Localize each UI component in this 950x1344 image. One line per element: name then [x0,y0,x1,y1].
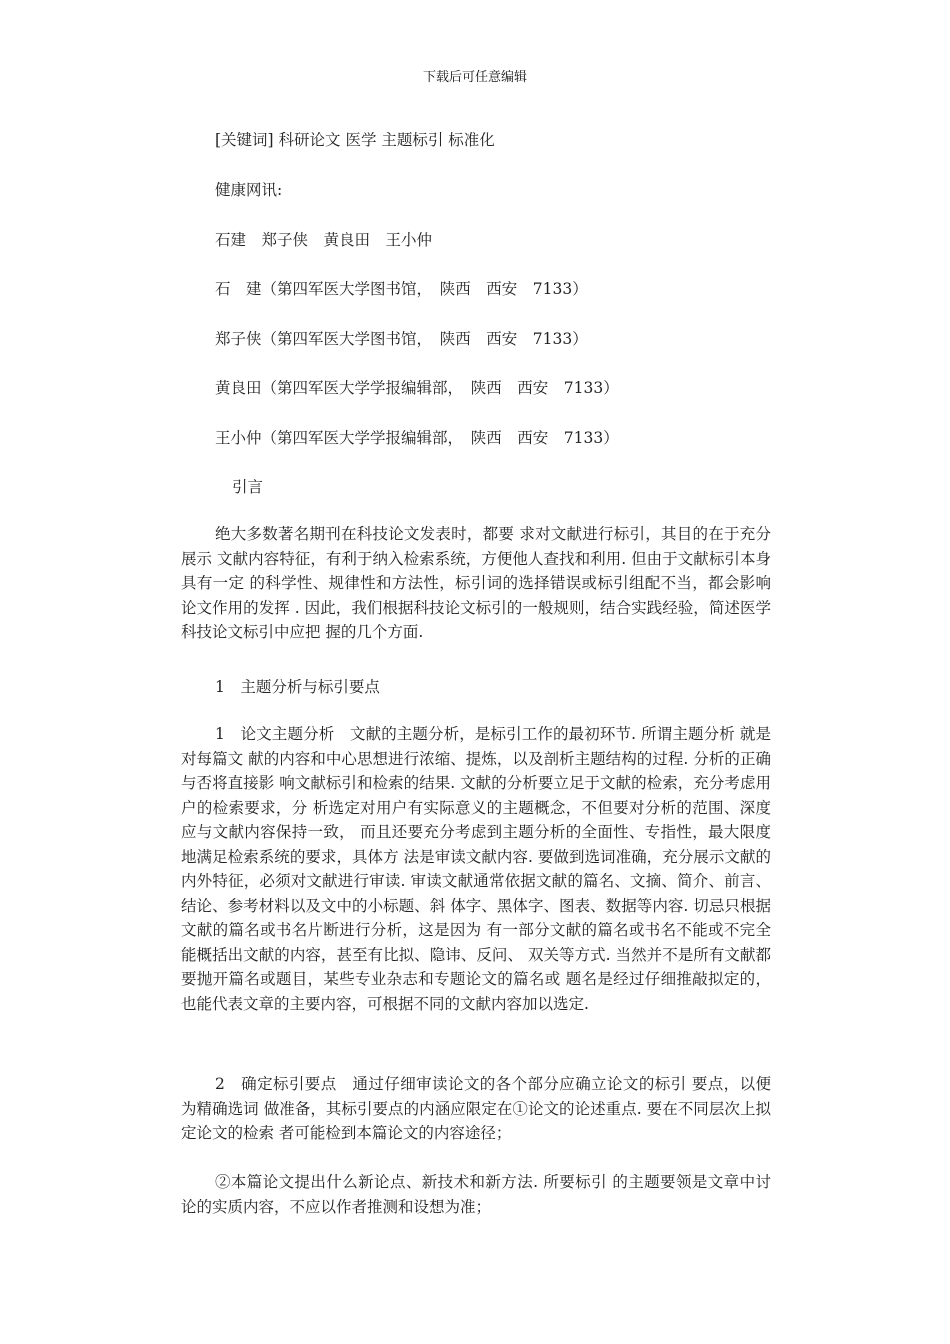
body-paragraph [181,722,771,1016]
affiliation-line: 石 建（第四军医大学图书馆， 陕西 西安 7133） [215,280,588,298]
affiliation-line: 郑子侠（第四军医大学图书馆， 陕西 西安 7133） [215,330,588,348]
affiliation-line: 黄良田（第四军医大学学报编辑部， 陕西 西安 7133） [215,379,619,397]
body-paragraph [181,1072,771,1146]
keywords-line: [关键词] 科研论文 医学 主题标引 标准化 [215,131,495,149]
source-line: 健康网讯: [215,181,283,199]
page-header-note: 下载后可任意编辑 [422,70,527,85]
intro-paragraph-text: 绝大多数著名期刊在科技论文发表时，都要 求对文献进行标引，其目的在于充分展示 文献内容特征，有利于纳入检索系统，方便他人查找和利用. 但由于文献标引本身具有一定 的科学性、规律性和方法性，标引词的选择错误或标引组配不当，都会影响论文作用的发挥 . 因此，我们根据科技论文标引的一般规则，结合实践经验，简述医学科技论文标引中应把 握的几个方面. [181,525,771,641]
body-paragraph-text: 1 论文主题分析 文献的主题分析，是标引工作的最初环节. 所谓主题分析 就是对每篇文 献的内容和中心思想进行浓缩、提炼，以及剖析主题结构的过程. 分析的正确与否将直接影 响文献标引和检索的结果. 文献的分析要立足于文献的检索，充分考虑用户的检索要求，分 析选定对用户有实际意义的主题概念，不但要对分析的范围、深度应与文献内容保持一致， 而且还要充分考虑到主题分析的全面性、专指性，最大限度地满足检索系统的要求，具体方 法是审读文献内容. 要做到选词准确，充分展示文献的内外特征，必须对文献进行审读. 审读文献通常依据文献的篇名、文摘、简介、前言、结论、参考材料以及文中的小标题、斜 体字、黑体字、图表、数据等内容. 切忌只根据文献的篇名或书名片断进行分析，这是因为 有一部分文献的篇名或书名不能或不完全能概括出文献的内容，甚至有比拟、隐讳、反问、 双关等方式. 当然并不是所有文献都要抛开篇名或题目，某些专业杂志和专题论文的篇名或 题名是经过仔细推敲拟定的，也能代表文章的主要内容，可根据不同的文献内容加以选定. [181,725,771,1013]
section1-heading: 1 主题分析与标引要点 [215,678,380,696]
intro-paragraph [181,522,771,645]
authors-line: 石建 郑子侠 黄良田 王小仲 [215,231,433,249]
body-paragraph [181,1170,771,1219]
body-paragraph-text: 2 确定标引要点 通过仔细审读论文的各个部分应确立论文的标引 要点，以便为精确选词 做准备，其标引要点的内涵应限定在①论文的论述重点. 要在不同层次上拟定论文的检索 者可能检到本篇论文的内容途径； [181,1075,771,1142]
affiliation-line: 王小仲（第四军医大学学报编辑部， 陕西 西安 7133） [215,429,619,447]
body-paragraph-text: ②本篇论文提出什么新论点、新技术和新方法. 所要标引 的主题要领是文章中讨论的实质内容，不应以作者推测和设想为准； [181,1173,771,1216]
intro-heading: 引言 [232,478,264,496]
